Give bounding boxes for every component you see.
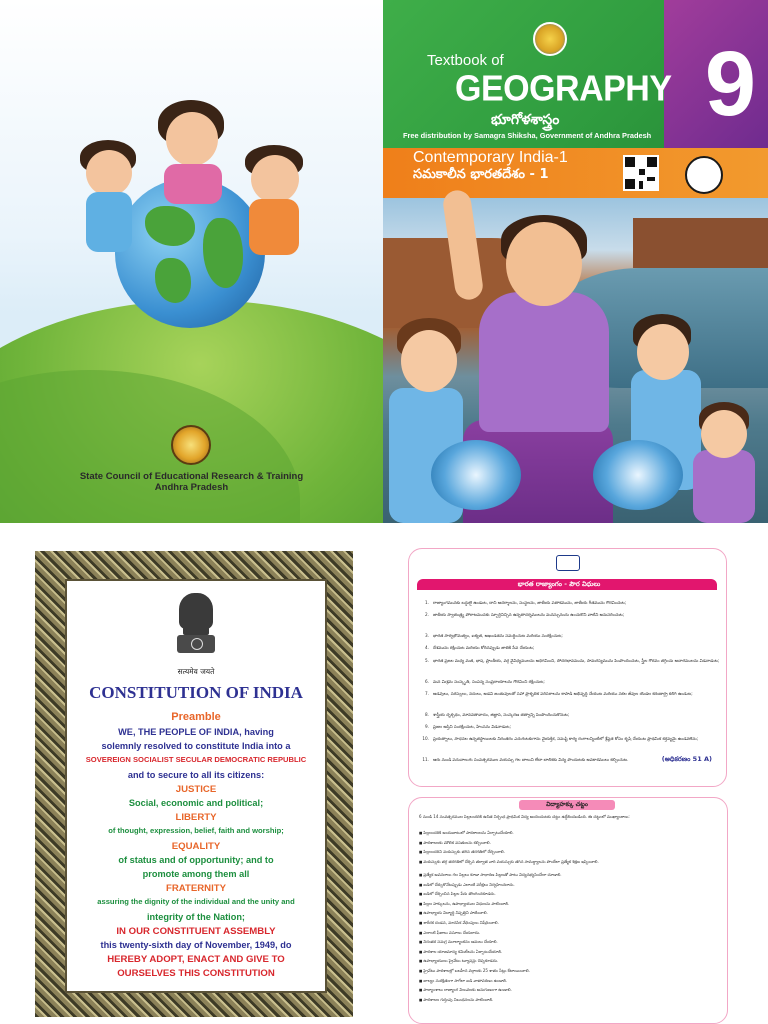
rte-intro: 6 నుండి 14 సంవత్సరముల పిల్లలందరికి ఉచిత నిర్బంధ ప్రాథమిక విద్య అందించుటకు చట్టం ఉద్దేశించబడింది. ఈ చట్టంలో ముఖ్యాంశాలు:	[419, 814, 630, 819]
preamble-line: this twenty-sixth day of November, 1949, do	[100, 940, 292, 950]
right-to-education-page	[408, 797, 728, 1024]
textbook-of-label: Textbook of	[427, 52, 504, 69]
girl-figure	[479, 292, 609, 432]
qr-code-icon	[623, 155, 659, 191]
subject-title: GEOGRAPHY	[455, 69, 672, 109]
duty-number: 5.	[425, 657, 429, 663]
constitution-title: CONSTITUTION OF INDIA	[89, 683, 303, 702]
girl-right-face	[701, 410, 747, 458]
duty-item	[415, 736, 721, 743]
org-state: Andhra Pradesh	[154, 482, 229, 493]
ashoka-chakra-icon	[556, 555, 580, 571]
duty-item	[415, 600, 721, 607]
rte-bullet: ■ ప్రత్యేక అవసరాలు గల పిల్లలు కూడా సాధారణ పిల్లలతో పాటు విద్యనభ్యసించేలా చూడాలి.	[419, 872, 717, 879]
water-splash-right	[593, 440, 683, 510]
rte-bullet: ■ పాఠశాల యాజమాన్య కమిటీలను ఏర్పాటుచేయాలి.	[419, 949, 717, 956]
rte-bullet: ■ బాల్యం సురక్షితంగా సాగేలా బడి వాతావరణం ఉండాలి.	[419, 978, 717, 985]
duty-item	[415, 658, 721, 665]
duty-number: 10.	[422, 736, 429, 742]
water-splash-left	[431, 440, 521, 510]
duty-item	[415, 612, 721, 619]
subject-title-telugu: భూగోళశాస్త్రం	[491, 112, 560, 128]
duty-text: మన మిశ్రమ సంస్కృతి, సంపన్న సంప్రదాయాలను గౌరవించి రక్షించుట;	[433, 678, 545, 684]
preamble-line: HEREBY ADOPT, ENACT AND GIVE TO	[107, 954, 285, 966]
duties-title: భారత రాజ్యాంగం - పౌర విధులు	[517, 580, 601, 588]
preamble-line: JUSTICE	[175, 783, 217, 795]
preamble-line: IN OUR CONSTITUENT ASSEMBLY	[116, 925, 276, 937]
boy-right-face	[637, 324, 689, 380]
duty-item	[415, 633, 721, 640]
preamble-line: WE, THE PEOPLE OF INDIA, having	[118, 727, 274, 737]
duty-number: 11.	[422, 757, 429, 763]
front-cover	[383, 0, 768, 523]
rte-bullet: ■ పిల్లలందరిని వయస్సుకు తగిన తరగతిలో చేర్పించాలి.	[419, 849, 717, 856]
duty-text: శాస్త్రీయ దృక్పథం, మానవతావాదం, జిజ్ఞాస, సంస్కరణ తత్వాన్ని పెంపొందించుకొనుట;	[433, 711, 570, 717]
duty-text: ప్రజల ఆస్తిని సంరక్షించుట, హింసను విడనాడుట;	[433, 724, 511, 729]
rte-bullet: ■ ప్రైవేటు పాఠశాలల్లో బలహీన వర్గాలకు 25 శాతం సీట్లు కేటాయించాలి.	[419, 968, 717, 975]
rte-bullet: ■ ఉపాధ్యాయులు ప్రైవేటు ట్యూషన్లు చెప్పకూడదు.	[419, 958, 717, 965]
preamble-line: SOVEREIGN SOCIALIST SECULAR DEMOCRATIC REPUBLIC	[85, 755, 307, 765]
preamble-line: FRATERNITY	[165, 883, 227, 895]
org-name: State Council of Educational Research & Training	[79, 471, 304, 482]
preamble-heading: Preamble	[171, 711, 221, 723]
duty-number: 8.	[425, 711, 429, 717]
preamble-line: of thought, expression, belief, faith and worship;	[108, 826, 284, 836]
duty-item	[415, 724, 721, 731]
book-title: Contemporary India-1	[413, 149, 568, 166]
duty-number: 3.	[425, 633, 429, 639]
duty-number: 4.	[425, 645, 429, 651]
duty-item	[415, 691, 721, 698]
boy-left-face	[401, 330, 457, 392]
lion-capital-emblem-icon	[175, 593, 217, 663]
duty-item	[415, 757, 721, 764]
rte-bullet: ■ పాఠ్యాంశాలు రాజ్యాంగ విలువలకు అనుగుణంగా ఉండాలి.	[419, 987, 717, 994]
preamble-line: Social, economic and political;	[128, 798, 264, 808]
rte-bullet: ■ నిరంతర సమగ్ర మూల్యాంకనం అమలు చేయాలి.	[419, 939, 717, 946]
duty-number: 2.	[425, 612, 429, 618]
rte-bullet: ■ ఎలాంటి ఫీజులు వసూలు చేయరాదు.	[419, 930, 717, 937]
national-motto: सत्यमेव जयते	[177, 667, 215, 676]
preamble-line: of status and of opportunity; and to	[118, 854, 274, 865]
preamble-line: promote among them all	[142, 869, 250, 879]
ap-emblem-icon	[533, 22, 567, 56]
girl-face	[506, 222, 582, 306]
rte-bullet: ■ పిల్లల హక్కులను, ఉపాధ్యాయుల విధులను పాటించాలి.	[419, 901, 717, 908]
duty-number: 9.	[425, 724, 429, 729]
rte-bullet: ■ పిల్లలందరికి అందుబాటులో పాఠశాలలను ఏర్పాటుచేయాలి.	[419, 830, 717, 837]
girl-right	[693, 450, 755, 523]
duty-text: రాజ్యాంగమునకు బద్ధులై ఉండుట, దాని ఆదర్శాలను, సంస్థలను, జాతీయ పతాకమును, జాతీయ గీతమును గౌరవించుట;	[433, 600, 627, 605]
rte-bullet: ■ శారీరక దండన, మానసిక వేధింపులు నిషేధించాలి.	[419, 920, 717, 927]
rte-bullet: ■ బడిలో చేర్చుకొనేటప్పుడు ఎలాంటి పరీక్షలు నిర్వహించరాదు.	[419, 882, 717, 889]
preamble-line: integrity of the Nation;	[147, 911, 245, 922]
back-cover	[0, 0, 383, 523]
book-title-telugu: సమకాలీన భారతదేశం - 1	[413, 167, 549, 182]
rte-bullet: ■ వయస్సుకు తగ్గ తరగతిలో చేర్పిన తర్వాత వారి వయస్సుకు తగిన సామర్థ్యాలను పొందేలా ప్రత్యేక శిక్షణ ఇప్పించాలి.	[419, 859, 717, 866]
rte-title: విద్యాహక్కు చట్టం	[546, 801, 588, 808]
preamble-line: OURSELVES THIS CONSTITUTION	[117, 968, 275, 980]
duty-item	[415, 679, 721, 686]
rte-bullet: ■ ఉపాధ్యాయ విద్యార్థి నిష్పత్తిని పాటించాలి.	[419, 910, 717, 917]
duty-text: భారత ప్రజల మధ్య మత, భాష, ప్రాంతీయ, వర్గ వైవిధ్యములను అధిగమించి, సోదరభావమును, సామరస్యమును పెంపొందించుట, స్త్రీల గౌరవం తగ్గించు ఆచారములను విడనాడుట;	[433, 657, 720, 663]
duties-article-reference: (అధికరణం 51 A)	[661, 755, 712, 763]
fundamental-duties-page	[408, 548, 727, 787]
rte-bullet: ■ పాఠశాలలకు మౌలిక వసతులను కల్పించాలి.	[419, 840, 717, 847]
duty-text: ప్రయత్నాలు, సాధనల ఉన్నతస్థాయిలకు నిరంతరం ఎదుగుటకుగాను వైయక్తిక, సమష్టి కార్య రంగాలన్నింటిలో శ్రేష్ఠత కోసం కృషి చేయుట ప్రాథమిక కర్తవ్యమై ఉండవలెను;	[433, 736, 699, 742]
duty-text: జాతీయ స్వాతంత్ర్య పోరాటమునకు స్ఫూర్తినిచ్చిన ఉన్నతాదర్శములను మనస్సునందు ఉంచుకొని వాటిని అనుసరించుట;	[433, 612, 625, 618]
duty-text: అడవులు, సరస్సులు, నదులు, అడవి జంతువులతో సహా ప్రాకృతిక పరిసరాలను కాపాడి అభివృద్ధి చేయుట మరియు సకల జీవుల యెడల కరుణార్ద్ర కలిగి ఉండుట;	[433, 690, 693, 696]
duty-number: 1.	[425, 600, 429, 605]
preamble-line: EQUALITY	[171, 840, 221, 852]
free-distribution-note: Free distribution by Samagra Shiksha, Government of Andhra Pradesh	[403, 131, 652, 140]
duty-number: 7.	[425, 690, 429, 696]
preamble-line: solemnly resolved to constitute India into a	[101, 741, 291, 752]
preamble-line: LIBERTY	[175, 812, 217, 824]
preamble-panel	[65, 579, 327, 993]
scert-monogram-icon	[685, 156, 723, 194]
duty-text: ఆరు నుండి పదునాలుగు సంవత్సరముల వయస్సు గల బాలుని లేదా బాలికకు విద్య పొందుటకు అవకాశములు కల్పించుట.	[433, 757, 629, 763]
duty-text: దేశమును రక్షించుట మరియు కోరినప్పుడు జాతికి సేవ చేయుట;	[433, 645, 535, 651]
duty-number: 6.	[425, 678, 429, 684]
constitution-page	[35, 551, 353, 1017]
preamble-line: and to secure to all its citizens:	[127, 769, 265, 780]
duty-text: భారత సార్వభౌమత్వం, ఐక్యత, అఖండతను సమర్థించుట మరియు సంరక్షించుట;	[433, 633, 563, 639]
grade-number: 9	[704, 33, 756, 135]
rte-bullet: ■ బడిలో చేర్పించిన పిల్లల పేరు తొలగించకూడదు.	[419, 891, 717, 898]
scert-seal-icon	[171, 425, 211, 465]
duty-item	[415, 712, 721, 719]
rte-bullet: ■ పాఠశాలల గుర్తింపు నిబంధనలను పాటించాలి.	[419, 997, 717, 1004]
preamble-line: assuring the dignity of the individual and the unity and	[97, 897, 295, 907]
duty-item	[415, 645, 721, 652]
